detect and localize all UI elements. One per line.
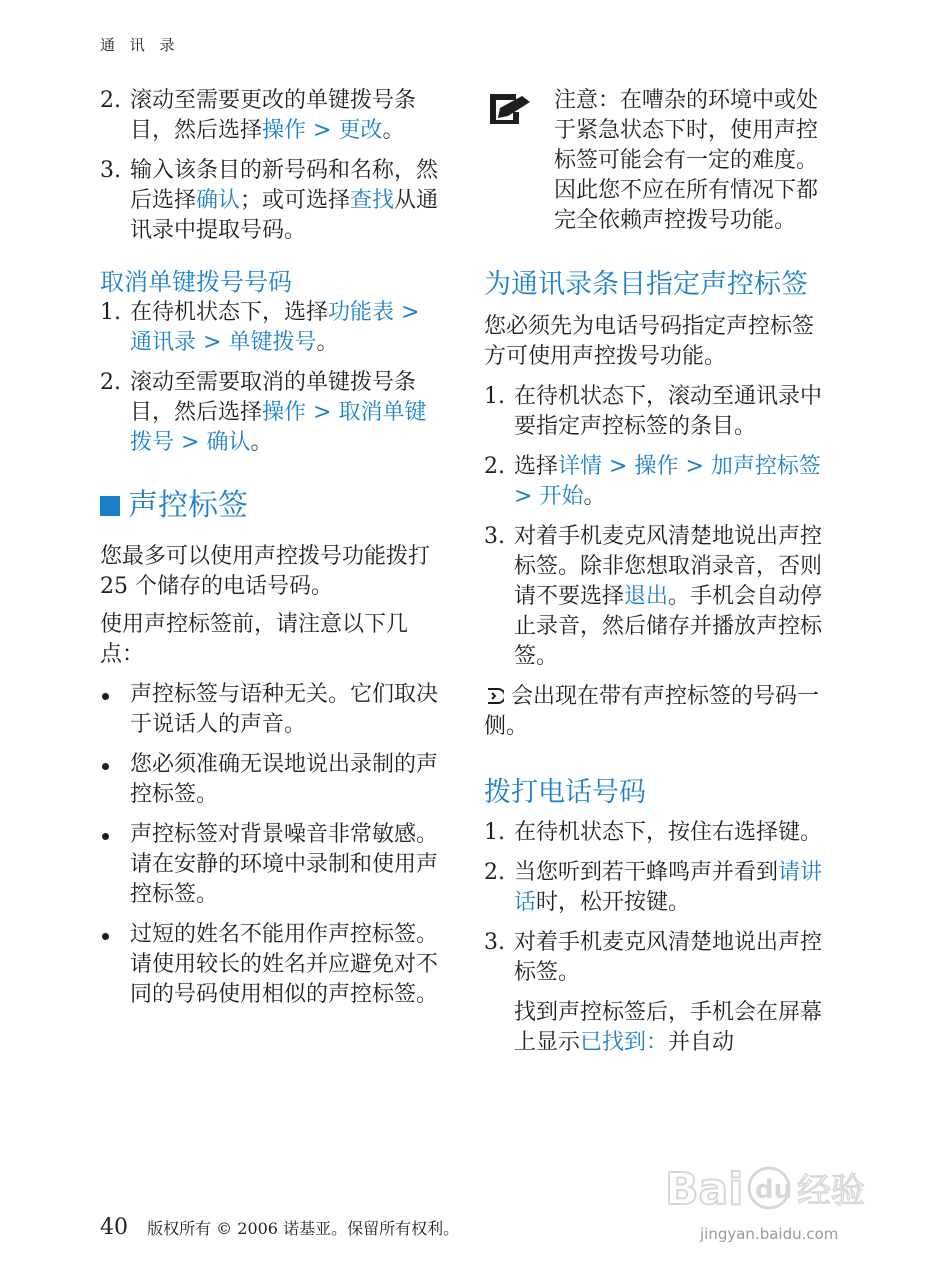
section-heading-dial: 拨打电话号码 (484, 777, 646, 808)
menu-path-link: > (306, 400, 339, 425)
list-item (100, 86, 445, 146)
step-number: 3. (484, 930, 505, 955)
menu-path-link: > (394, 300, 420, 325)
text-run: 在待机状态下，滚动至通讯录中要指定声控标签的条目。 (514, 384, 823, 439)
edit-steps-list (100, 86, 445, 246)
cancel-steps-list (100, 298, 445, 458)
text-run: ；或可选择 (240, 188, 351, 213)
step-text (514, 820, 822, 845)
page-footer (100, 1215, 459, 1240)
text-run: 。手机会自动停止录音，然后储存并播放声控标签。 (514, 584, 823, 669)
menu-path-link: > (174, 430, 207, 455)
heading-text: 声控标签 (128, 488, 248, 523)
step-text (130, 158, 438, 243)
step-number: 2. (484, 454, 505, 479)
text-run: 。 (316, 330, 339, 355)
bullet-item (100, 820, 445, 910)
step-number: 1. (484, 384, 505, 409)
step-text (514, 860, 822, 915)
menu-path-link: 更改 (338, 118, 383, 143)
paragraph: 您最多可以使用声控拨号功能拨打 25 个储存的电话号码。 (100, 544, 431, 599)
list-item (484, 928, 834, 988)
menu-path-link: 详情 (558, 454, 603, 479)
menu-path-link: 取消单键拨号 (130, 400, 427, 455)
menu-path-link: 功能表 (328, 300, 395, 325)
list-item (484, 522, 834, 672)
bullet-text: 您必须准确无误地说出录制的声控标签。 (130, 752, 439, 807)
heading-square-icon (100, 496, 120, 516)
text-run: 从通讯录中提取号码。 (130, 188, 439, 243)
menu-path-link: > (678, 454, 711, 479)
bullet-item (100, 750, 445, 810)
watermark-url: jingyan.baidu.com (700, 1225, 839, 1243)
menu-path-link: 加声控标签 (710, 454, 821, 479)
bullet-item (100, 680, 445, 740)
text-run: 。 (250, 430, 273, 455)
menu-path-link: 单键拨号 (228, 330, 317, 355)
running-header: 通 讯 录 (100, 36, 180, 54)
step-number: 2. (100, 88, 121, 113)
menu-path-link: > (306, 118, 339, 143)
bullet-item (100, 920, 445, 1010)
step-text (514, 384, 822, 439)
step-number: 2. (100, 370, 121, 395)
list-item (484, 382, 834, 442)
voice-icon-text: 会出现在带有声控标签的号码一侧。 (484, 684, 820, 739)
section-heading-assign: 为通讯录条目指定声控标签 (484, 269, 808, 300)
left-column (100, 86, 445, 1010)
svg-text:经验: 经验 (797, 1171, 865, 1211)
section-heading-voice-tags (100, 486, 445, 526)
menu-path-link: 退出 (624, 584, 669, 609)
list-item (484, 858, 834, 918)
note-label: 注意： (554, 88, 621, 113)
bullet-dot-icon (102, 933, 109, 940)
dial-steps-list (484, 818, 834, 988)
step-text (130, 300, 419, 355)
text-run: 滚动至需要更改的单键拨号条目，然后选择 (130, 88, 417, 143)
text-run: 。 (583, 484, 606, 509)
text-run: 选择 (514, 454, 559, 479)
menu-path-link: 请讲话 (514, 860, 823, 915)
list-item (484, 818, 834, 848)
list-item (100, 298, 445, 358)
step-text (514, 524, 822, 669)
step-number: 2. (484, 860, 505, 885)
text-run: 对着手机麦克风清楚地说出声控标签。 (514, 930, 823, 985)
text-run: 滚动至需要取消的单键拨号条目，然后选择 (130, 370, 417, 425)
section-heading-cancel: 取消单键拨号号码 (100, 268, 292, 296)
step-text (130, 370, 426, 455)
menu-path-link: > (196, 330, 229, 355)
notes-bullet-list (100, 680, 445, 1010)
copyright-text: 版权所有 © 2006 诺基亚。保留所有权利。 (147, 1219, 460, 1238)
menu-path-link: 开始 (539, 484, 584, 509)
text-run: 在待机状态下，选择 (130, 300, 329, 325)
baidu-watermark-logo (665, 1158, 885, 1222)
bullet-text: 声控标签对背景噪音非常敏感。请在安静的环境中录制和使用声控标签。 (130, 822, 439, 907)
text-run: 在待机状态下，按住右选择键。 (514, 820, 823, 845)
step-text (130, 88, 416, 143)
menu-path-link: 确认 (196, 188, 241, 213)
step-number: 1. (484, 820, 505, 845)
menu-path-link: 查找 (350, 188, 395, 213)
menu-path-link: 操作 (634, 454, 679, 479)
bullet-text: 过短的姓名不能用作声控标签。请使用较长的姓名并应避免对不同的号码使用相似的声控标签。 (130, 922, 439, 1007)
note-box (484, 86, 834, 236)
menu-path-link: 已找到： (580, 1030, 669, 1055)
note-pen-icon (486, 90, 534, 137)
paragraph: 您必须先为电话号码指定声控标签方可使用声控拨号功能。 (484, 314, 815, 369)
right-column (484, 86, 834, 1058)
voice-icon-note (484, 682, 834, 742)
menu-path-link: 操作 (262, 118, 307, 143)
assign-steps-list (484, 382, 834, 672)
step-number: 3. (484, 524, 505, 549)
menu-path-link: 确认 (206, 430, 251, 455)
text-run: 找到声控标签后，手机会在屏幕上显示 (514, 1000, 823, 1055)
bullet-text: 声控标签与语种无关。它们取决于说话人的声音。 (130, 682, 439, 737)
menu-path-link: 通讯录 (130, 330, 197, 355)
list-item (100, 156, 445, 246)
text-run: 时，松开按键。 (536, 890, 691, 915)
bullet-dot-icon (102, 763, 109, 770)
note-text: 在嘈杂的环境中或处于紧急状态下时，使用声控标签可能会有一定的难度。因此您不应在所有情况下都完全依赖声控拨号功能。 (554, 88, 819, 233)
step-text (514, 454, 821, 509)
text-run: 当您听到若干蜂鸣声并看到 (514, 860, 779, 885)
step-text (514, 930, 822, 985)
voice-tag-icon (484, 684, 511, 709)
page-number: 40 (100, 1215, 128, 1240)
list-item (100, 368, 445, 458)
text-run: 输入该条目的新号码和名称，然后选择 (130, 158, 439, 213)
text-run: 。 (382, 118, 405, 143)
menu-path-link: > (514, 484, 540, 509)
bullet-dot-icon (102, 693, 109, 700)
list-item (484, 452, 834, 512)
step-number: 3. (100, 158, 121, 183)
dial-followup (484, 998, 834, 1058)
step-number: 1. (100, 300, 121, 325)
svg-text:du: du (755, 1175, 793, 1205)
svg-text:Bai: Bai (665, 1164, 744, 1215)
paragraph: 使用声控标签前，请注意以下几点： (100, 612, 409, 667)
menu-path-link: 操作 (262, 400, 307, 425)
bullet-dot-icon (102, 833, 109, 840)
menu-path-link: > (602, 454, 635, 479)
text-run: 对着手机麦克风清楚地说出声控标签。除非您想取消录音，否则请不要选择 (514, 524, 823, 609)
text-run: 并自动 (668, 1030, 735, 1055)
